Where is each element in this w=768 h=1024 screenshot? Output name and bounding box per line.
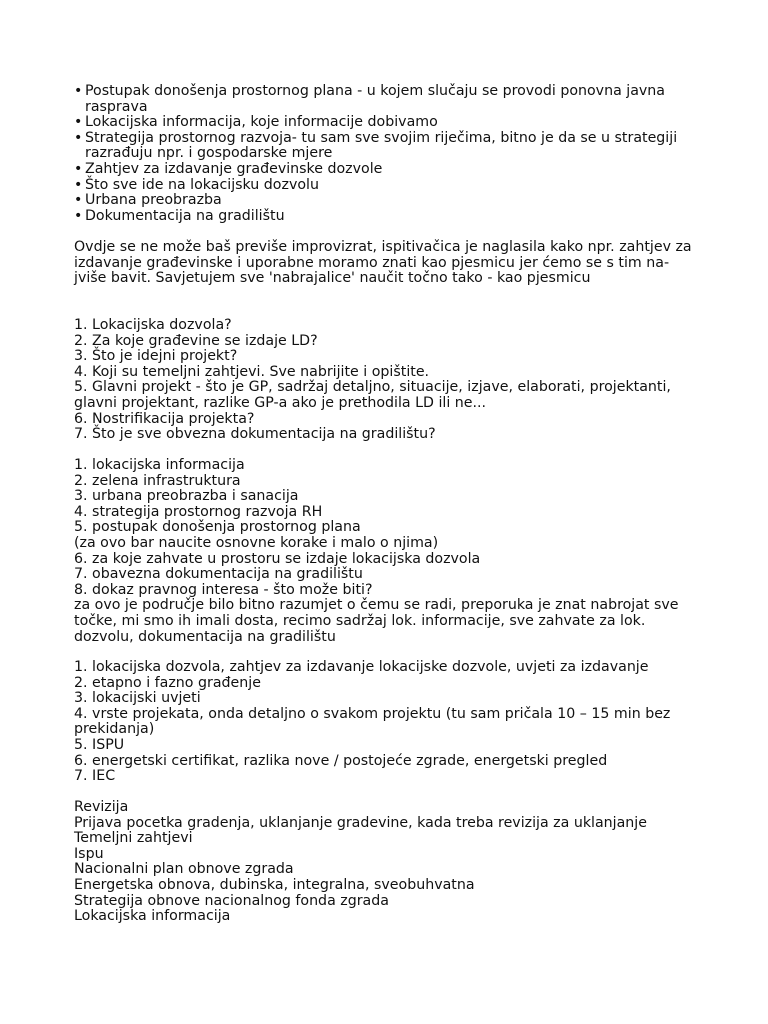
list-item: 4. Koji su temeljni zahtjevi. Sve nabrijite i opištite. [74, 363, 430, 380]
bullet-text: Dokumentacija na gradilištu [85, 207, 285, 224]
bullet-text: Postupak donošenja prostornog plana - u kojem slučaju se provodi ponovna javna [85, 83, 665, 99]
bullet-dot-icon: • [74, 83, 83, 99]
bullet-list [74, 84, 714, 224]
list-item: Nacionalni plan obnove zgrada [74, 861, 294, 878]
list-item: 5. postupak donošenja prostornog plana [74, 519, 361, 536]
list-item: dozvolu, dokumentacija na gradilištu [74, 628, 336, 645]
bullet-dot-icon: • [74, 114, 83, 131]
bullet-item [74, 209, 714, 225]
list-item: 6. energetski certifikat, razlika nove / postojeće zgrade, energetski pregled [74, 752, 608, 769]
list-item: (za ovo bar naucite osnovne korake i malo o njima) [74, 534, 439, 551]
list-item: točke, mi smo ih imali dosta, recimo sadržaj lok. informacije, sve zahvate za lok. [74, 612, 646, 629]
bullet-item [74, 193, 714, 209]
list-item: Lokacijska informacija [74, 908, 231, 925]
bullet-text: rasprava [85, 98, 148, 115]
list-item: 4. vrste projekata, onda detaljno o svakom projektu (tu sam pričala 10 – 15 min bez [74, 705, 671, 722]
list-item: 7. obavezna dokumentacija na gradilištu [74, 566, 363, 583]
list-item: 5. Glavni projekt - što je GP, sadržaj detaljno, situacije, izjave, elaborati, projektanti, [74, 379, 671, 396]
list-item: 2. zelena infrastruktura [74, 472, 241, 489]
list-item: 8. dokaz pravnog interesa - što može biti? [74, 581, 373, 598]
list-item: 3. urbana preobrazba i sanacija [74, 488, 299, 505]
bullet-text: Lokacijska informacija, koje informacije dobivamo [85, 114, 438, 131]
question-list-3 [74, 660, 714, 785]
bullet-text: Zahtjev za izdavanje građevinske dozvole [85, 160, 383, 177]
bullet-item [74, 84, 714, 115]
list-item: 1. lokacijska informacija [74, 457, 245, 473]
list-item: Revizija [74, 799, 129, 815]
list-item: 2. Za koje građevine se izdaje LD? [74, 332, 318, 349]
bullet-dot-icon: • [74, 160, 83, 177]
list-item: Strategija obnove nacionalnog fonda zgrada [74, 892, 389, 909]
bullet-dot-icon: • [74, 192, 83, 209]
advice-paragraph [74, 240, 714, 287]
list-item: Prijava pocetka gradenja, uklanjanje gradevine, kada treba revizija za uklanjanje [74, 814, 647, 831]
paragraph-line: Ovdje se ne može baš previše improvizrat, ispitivačica je naglasila kako npr. zahtjev za [74, 239, 692, 255]
list-item: 5. ISPU [74, 736, 125, 753]
bullet-item [74, 115, 714, 131]
bullet-text: Što sve ide na lokacijsku dozvolu [85, 176, 319, 193]
bullet-dot-icon: • [74, 207, 83, 224]
bullet-text: Strategija prostornog razvoja- tu sam sve svojim riječima, bitno je da se u strategiji [85, 129, 678, 146]
list-item: 4. strategija prostornog razvoja RH [74, 503, 323, 520]
list-item: Ispu [74, 845, 104, 862]
question-list-1 [74, 318, 714, 443]
list-item: 3. lokacijski uvjeti [74, 690, 201, 707]
list-item: za ovo je područje bilo bitno razumjet o čemu se radi, preporuka je znat nabrojat sve [74, 597, 679, 614]
bullet-text: Urbana preobrazba [85, 192, 222, 209]
list-item: Temeljni zahtjevi [74, 830, 193, 847]
bullet-dot-icon: • [74, 129, 83, 146]
bullet-text: razrađuju npr. i gospodarske mjere [85, 145, 333, 162]
list-item: 1. Lokacijska dozvola? [74, 317, 232, 333]
list-item: 3. Što je idejni projekt? [74, 348, 238, 365]
list-item: Energetska obnova, dubinska, integralna, sveobuhvatna [74, 876, 475, 893]
topic-list [74, 800, 714, 925]
paragraph-line: izdavanje građevinske i uporabne moramo znati kao pjesmicu jer ćemo se s tim na- [74, 254, 670, 271]
list-item: 6. Nostrifikacija projekta? [74, 410, 255, 427]
list-item: prekidanja) [74, 721, 155, 738]
bullet-dot-icon: • [74, 176, 83, 193]
bullet-item [74, 162, 714, 178]
list-item: 7. IEC [74, 768, 116, 785]
paragraph-line: jviše bavit. Savjetujem sve 'nabrajalice' naučit točno tako - kao pjesmicu [74, 270, 591, 287]
list-item: 7. Što je sve obvezna dokumentacija na gradilištu? [74, 426, 436, 443]
list-item: 6. za koje zahvate u prostoru se izdaje lokacijska dozvola [74, 550, 481, 567]
question-list-2 [74, 458, 714, 645]
list-item: 1. lokacijska dozvola, zahtjev za izdavanje lokacijske dozvole, uvjeti za izdavanje [74, 659, 649, 675]
list-item: 2. etapno i fazno građenje [74, 674, 261, 691]
bullet-item [74, 178, 714, 194]
bullet-item [74, 131, 714, 162]
list-item: glavni projektant, razlike GP-a ako je prethodila LD ili ne... [74, 394, 487, 411]
